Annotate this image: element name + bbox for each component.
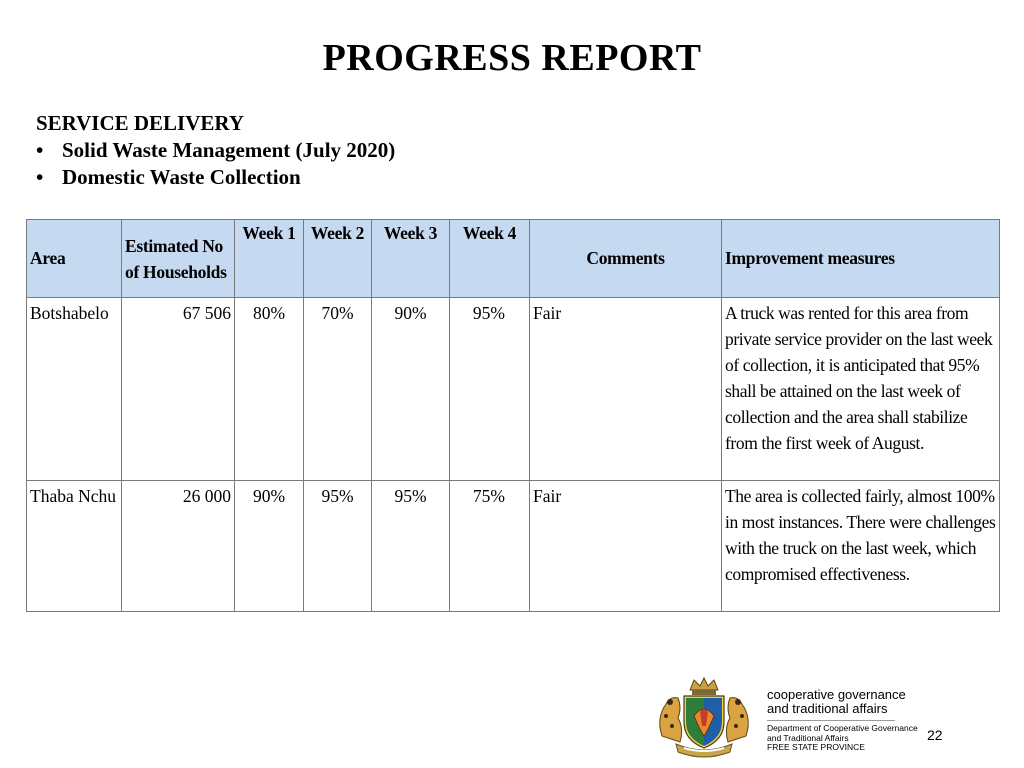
bullet-text: Domestic Waste Collection [62,165,301,189]
header-week-4: Week 4 [450,220,530,298]
cell-week-2: 70% [304,298,372,481]
cell-week-3: 90% [372,298,450,481]
cell-week-4: 95% [450,298,530,481]
cell-week-4: 75% [450,481,530,612]
org-name-line1: cooperative governance [767,687,906,702]
bullet-icon: • [36,165,44,189]
cell-improvement: A truck was rented for this area from private service provider on the last week of collection, it is anticipated that 95% shall be attained on the last week of collection and the area shall stabilize from the first week of August. [722,298,1000,481]
table-row [27,481,1000,612]
section-block [36,110,395,191]
org-divider [767,720,895,721]
header-week-2: Week 2 [304,220,372,298]
org-sub-line3: FREE STATE PROVINCE [767,742,865,752]
bullet-text: Solid Waste Management (July 2020) [62,138,396,162]
cell-households: 26 000 [122,481,235,612]
header-comments: Comments [530,220,722,298]
bullet-item [36,164,395,191]
header-week-3: Week 3 [372,220,450,298]
org-sub-line2: and Traditional Affairs [767,732,849,743]
table-row [27,298,1000,481]
cell-comments: Fair [530,298,722,481]
cell-week-2: 95% [304,481,372,612]
coat-of-arms-icon [648,672,760,758]
cell-week-1: 80% [235,298,304,481]
header-households-line1: Estimated No [125,235,223,256]
bullet-list [36,137,395,191]
header-week-1: Week 1 [235,220,304,298]
bullet-icon: • [36,138,44,162]
org-sub-line1: Department of Cooperative Governance [767,723,918,733]
org-branding [767,688,918,753]
org-name-line2: and traditional affairs [767,701,888,716]
cell-comments: Fair [530,481,722,612]
header-households-line2: of Households [125,261,227,282]
bullet-item [36,137,395,164]
cell-improvement: The area is collected fairly, almost 100% in most instances. There were challenges with the truck on the last week, which compromised effectiveness. [722,481,1000,612]
header-improvement: Improvement measures [722,220,1000,298]
page-title: PROGRESS REPORT [322,37,702,79]
cell-households: 67 506 [122,298,235,481]
cell-week-1: 90% [235,481,304,612]
page-number: 22 [927,727,943,743]
table-header-row [27,220,1000,298]
header-area: Area [27,220,122,298]
cell-area: Thaba Nchu [27,481,122,612]
waste-collection-table [26,219,1000,612]
section-heading: SERVICE DELIVERY [36,111,244,135]
cell-area: Botshabelo [27,298,122,481]
cell-week-3: 95% [372,481,450,612]
header-households [122,220,235,298]
